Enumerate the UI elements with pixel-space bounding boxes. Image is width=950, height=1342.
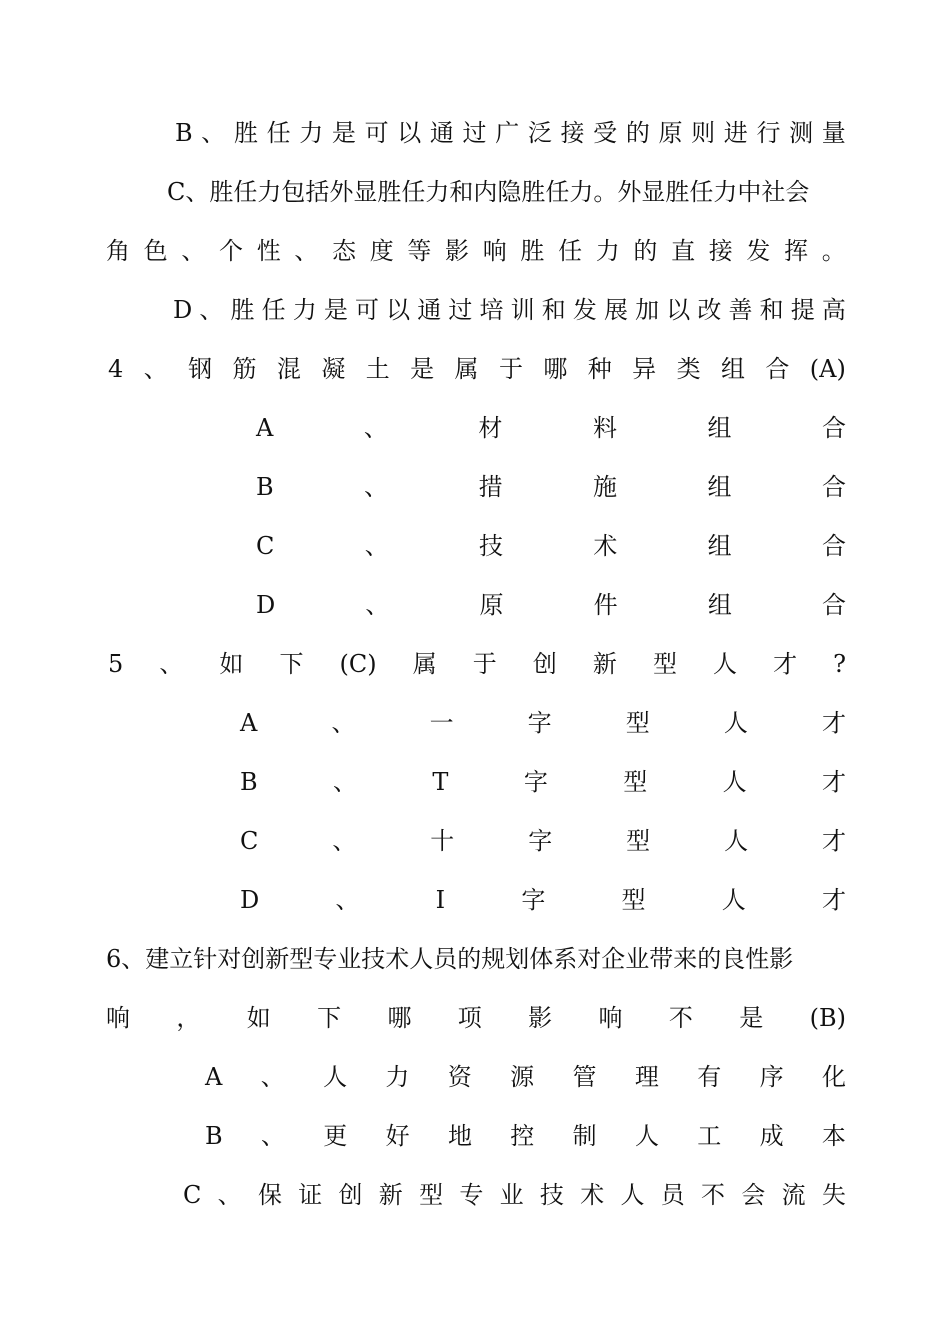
text-token: 如 (246, 1004, 271, 1032)
text-token: 响 (598, 1004, 623, 1032)
text-token: 行 (756, 119, 781, 147)
text-token: 善 (728, 296, 753, 324)
text-token: 组 (720, 355, 745, 383)
text-token: 人 (724, 827, 749, 855)
text-token: 受 (593, 119, 618, 147)
text-token: 地 (447, 1122, 472, 1150)
text-token: 、 (331, 709, 356, 737)
text-token: 度 (369, 237, 394, 265)
text-token: 字 (521, 886, 546, 914)
text-token: 属 (454, 355, 479, 383)
text-token: 、 (364, 473, 389, 501)
text-token: 等 (407, 237, 432, 265)
text-token: 、 (333, 768, 358, 796)
text-token: 新 (378, 1181, 403, 1209)
text-token: 进 (723, 119, 748, 147)
text-token: 接 (708, 237, 733, 265)
text-token: 混 (276, 355, 301, 383)
text-token: 是 (739, 1004, 764, 1032)
text-line (108, 349, 846, 389)
text-token: 5 (108, 650, 124, 678)
text-token: 合 (821, 591, 846, 619)
text-token: 新 (592, 650, 617, 678)
text-token: 、 (201, 119, 226, 147)
text-token: 是 (323, 296, 348, 324)
text-token: 失 (821, 1181, 846, 1209)
text-token: 发 (572, 296, 597, 324)
text-token: 钢 (188, 355, 213, 383)
text-token: 流 (781, 1181, 806, 1209)
text-token: C (183, 1181, 202, 1209)
text-token: D (240, 886, 260, 914)
text-token: 创 (338, 1181, 363, 1209)
text-token: 工 (697, 1122, 722, 1150)
text-token: 。 (821, 237, 846, 265)
text-token: A (256, 414, 274, 442)
text-token: 原 (658, 119, 683, 147)
text-token: 不 (668, 1004, 693, 1032)
text-line (240, 703, 846, 743)
text-token: 挥 (784, 237, 809, 265)
text-token: 专 (459, 1181, 484, 1209)
text-token: 可 (364, 119, 389, 147)
text-token: 术 (580, 1181, 605, 1209)
text-token: 证 (298, 1181, 323, 1209)
text-token: 人 (620, 1181, 645, 1209)
text-token: B (175, 119, 193, 147)
text-token: 件 (593, 591, 618, 619)
text-token: B (240, 768, 258, 796)
text-token: 型 (623, 768, 648, 796)
text-token: 合 (822, 414, 846, 442)
text-token: 、 (364, 532, 389, 560)
text-token: 高 (821, 296, 846, 324)
text-line (106, 231, 846, 271)
text-token: 哪 (543, 355, 568, 383)
text-token: 字 (528, 827, 553, 855)
text-token: D (173, 296, 193, 324)
text-token: 广 (495, 119, 520, 147)
text-token: 好 (385, 1122, 410, 1150)
text-token: 理 (634, 1063, 659, 1091)
text-token: 任 (558, 237, 583, 265)
text-line (106, 939, 846, 979)
text-token: I (435, 886, 446, 914)
text-token: (B) (809, 1004, 846, 1032)
text-token: 色 (143, 237, 168, 265)
text-token: 字 (527, 709, 552, 737)
text-line (256, 467, 846, 507)
text-token: 和 (759, 296, 784, 324)
text-token: 属 (412, 650, 437, 678)
text-token: 力 (299, 119, 324, 147)
text-token: 通 (429, 119, 454, 147)
text-token: D (256, 591, 276, 619)
text-token: 员 (660, 1181, 685, 1209)
text-token: 管 (572, 1063, 597, 1091)
text-token: 、 (260, 1063, 285, 1091)
text-token: 人 (713, 650, 737, 678)
text-token: 影 (445, 237, 470, 265)
text-token: 源 (510, 1063, 535, 1091)
text-token: 才 (773, 650, 798, 678)
text-token: 、 (217, 1181, 242, 1209)
text-token: 响 (482, 237, 507, 265)
text-line (240, 880, 846, 920)
text-token: 、 (294, 237, 319, 265)
text-token: 测 (789, 119, 814, 147)
text-token: 直 (671, 237, 696, 265)
text-token: C (240, 827, 259, 855)
text-token: 一 (429, 709, 454, 737)
text-token: 以 (666, 296, 691, 324)
text-token: 组 (707, 473, 732, 501)
text-token: 响 (106, 1004, 130, 1032)
text-token: 的 (633, 237, 658, 265)
text-token: 如 (219, 650, 244, 678)
text-token: T (432, 768, 449, 796)
text-token: 材 (478, 414, 503, 442)
text-token: 人 (722, 768, 747, 796)
text-token: 人 (634, 1122, 659, 1150)
text-token: ? (833, 650, 846, 678)
text-token: 成 (759, 1122, 784, 1150)
text-line (205, 1116, 846, 1156)
text-token: (C) (339, 650, 377, 678)
text-token: 过 (448, 296, 473, 324)
text-token: 培 (479, 296, 504, 324)
text-token: 、 (363, 414, 388, 442)
text-token: 任 (261, 296, 286, 324)
text-token: 资 (447, 1063, 472, 1091)
text-line (256, 585, 846, 625)
text-token: C (256, 532, 275, 560)
text-token: 技 (539, 1181, 564, 1209)
text-token: 制 (572, 1122, 597, 1150)
text-token: 、 (335, 886, 360, 914)
text-line (108, 644, 846, 684)
text-line (256, 408, 846, 448)
text-token: 型 (652, 650, 677, 678)
text-token: 序 (759, 1063, 784, 1091)
text-token: 才 (822, 709, 846, 737)
text-token: 才 (821, 886, 846, 914)
text-token: 改 (697, 296, 722, 324)
text-token: 型 (621, 886, 646, 914)
text-token: 、 (365, 591, 390, 619)
text-token: 于 (498, 355, 523, 383)
text-token: 人 (721, 886, 746, 914)
text-token: 训 (510, 296, 535, 324)
text-token: 才 (822, 768, 846, 796)
text-token: 会 (741, 1181, 766, 1209)
text-token: 胜 (520, 237, 545, 265)
text-token: 个 (219, 237, 244, 265)
text-token: 项 (457, 1004, 482, 1032)
text-token: 凝 (321, 355, 346, 383)
text-token: 异 (632, 355, 657, 383)
text-token: 人 (723, 709, 748, 737)
text-token: A (240, 709, 258, 737)
text-token: 胜 (230, 296, 255, 324)
text-token: 则 (691, 119, 716, 147)
text-token: 有 (697, 1063, 722, 1091)
text-token: 的 (625, 119, 650, 147)
text-token: 不 (701, 1181, 726, 1209)
text-token: 控 (510, 1122, 535, 1150)
text-token: 、 (143, 355, 168, 383)
text-token: 态 (332, 237, 357, 265)
text-token: 人 (323, 1063, 348, 1091)
text-line (106, 998, 846, 1038)
text-token: 下 (279, 650, 304, 678)
text-token: 是 (331, 119, 356, 147)
text-token: C、胜任力包括外显胜任力和内隐胜任力。外显胜任力中社会 (167, 178, 810, 206)
text-token: 加 (635, 296, 660, 324)
text-token: 类 (676, 355, 701, 383)
text-token: 和 (541, 296, 566, 324)
text-token: 技 (479, 532, 503, 560)
text-token: 力 (292, 296, 317, 324)
text-token: 术 (593, 532, 618, 560)
text-token: 力 (385, 1063, 410, 1091)
text-token: 通 (417, 296, 442, 324)
text-token: 型 (625, 709, 650, 737)
text-token: 组 (707, 532, 732, 560)
text-line (167, 172, 846, 212)
text-token: 以 (397, 119, 422, 147)
text-token: 措 (478, 473, 503, 501)
text-token: 合 (765, 355, 790, 383)
text-token: 型 (419, 1181, 444, 1209)
text-token: (A) (809, 355, 846, 383)
text-token: 业 (499, 1181, 524, 1209)
text-token: 力 (595, 237, 620, 265)
text-token: 发 (746, 237, 771, 265)
text-token: 哪 (387, 1004, 412, 1032)
text-line (205, 1057, 846, 1097)
text-token: 、 (332, 827, 357, 855)
text-token: 更 (323, 1122, 348, 1150)
text-token: 6、建立针对创新型专业技术人员的规划体系对企业带来的良性影 (106, 945, 794, 973)
text-token: 料 (592, 414, 617, 442)
text-token: 于 (472, 650, 497, 678)
text-token: 量 (821, 119, 846, 147)
text-token: 展 (604, 296, 628, 324)
text-token: 、 (181, 237, 206, 265)
text-line (173, 290, 846, 330)
text-token: 接 (560, 119, 585, 147)
text-token: 土 (365, 355, 390, 383)
text-token: 种 (587, 355, 612, 383)
text-token: ， (176, 1004, 201, 1032)
text-token: 下 (317, 1004, 342, 1032)
text-token: 组 (707, 414, 732, 442)
text-token: 组 (707, 591, 732, 619)
text-token: B (205, 1122, 223, 1150)
text-token: 提 (790, 296, 815, 324)
text-token: 原 (479, 591, 504, 619)
text-line (183, 1175, 846, 1215)
text-token: 筋 (232, 355, 257, 383)
text-token: 、 (199, 296, 224, 324)
text-token: 角 (106, 237, 130, 265)
text-token: 过 (462, 119, 487, 147)
text-line (240, 762, 846, 802)
text-line (256, 526, 846, 566)
text-token: 可 (355, 296, 379, 324)
text-token: 以 (386, 296, 411, 324)
text-token: 任 (266, 119, 291, 147)
text-token: 合 (821, 532, 846, 560)
text-token: 字 (523, 768, 548, 796)
text-token: 化 (821, 1063, 846, 1091)
text-line (240, 821, 846, 861)
text-token: 合 (821, 473, 846, 501)
text-token: 施 (593, 473, 618, 501)
text-token: 影 (528, 1004, 553, 1032)
text-token: 泛 (527, 119, 552, 147)
text-token: 保 (257, 1181, 282, 1209)
text-token: 4 (108, 355, 124, 383)
text-token: 才 (822, 827, 846, 855)
text-token: 性 (256, 237, 281, 265)
text-token: 、 (159, 650, 184, 678)
text-token: A (205, 1063, 223, 1091)
text-token: 、 (260, 1122, 285, 1150)
text-token: 型 (626, 827, 651, 855)
text-token: 本 (821, 1122, 846, 1150)
text-token: 胜 (233, 119, 258, 147)
text-line (175, 113, 846, 153)
text-token: 是 (410, 355, 435, 383)
text-token: B (256, 473, 274, 501)
text-token: 十 (430, 827, 455, 855)
text-token: 创 (532, 650, 557, 678)
